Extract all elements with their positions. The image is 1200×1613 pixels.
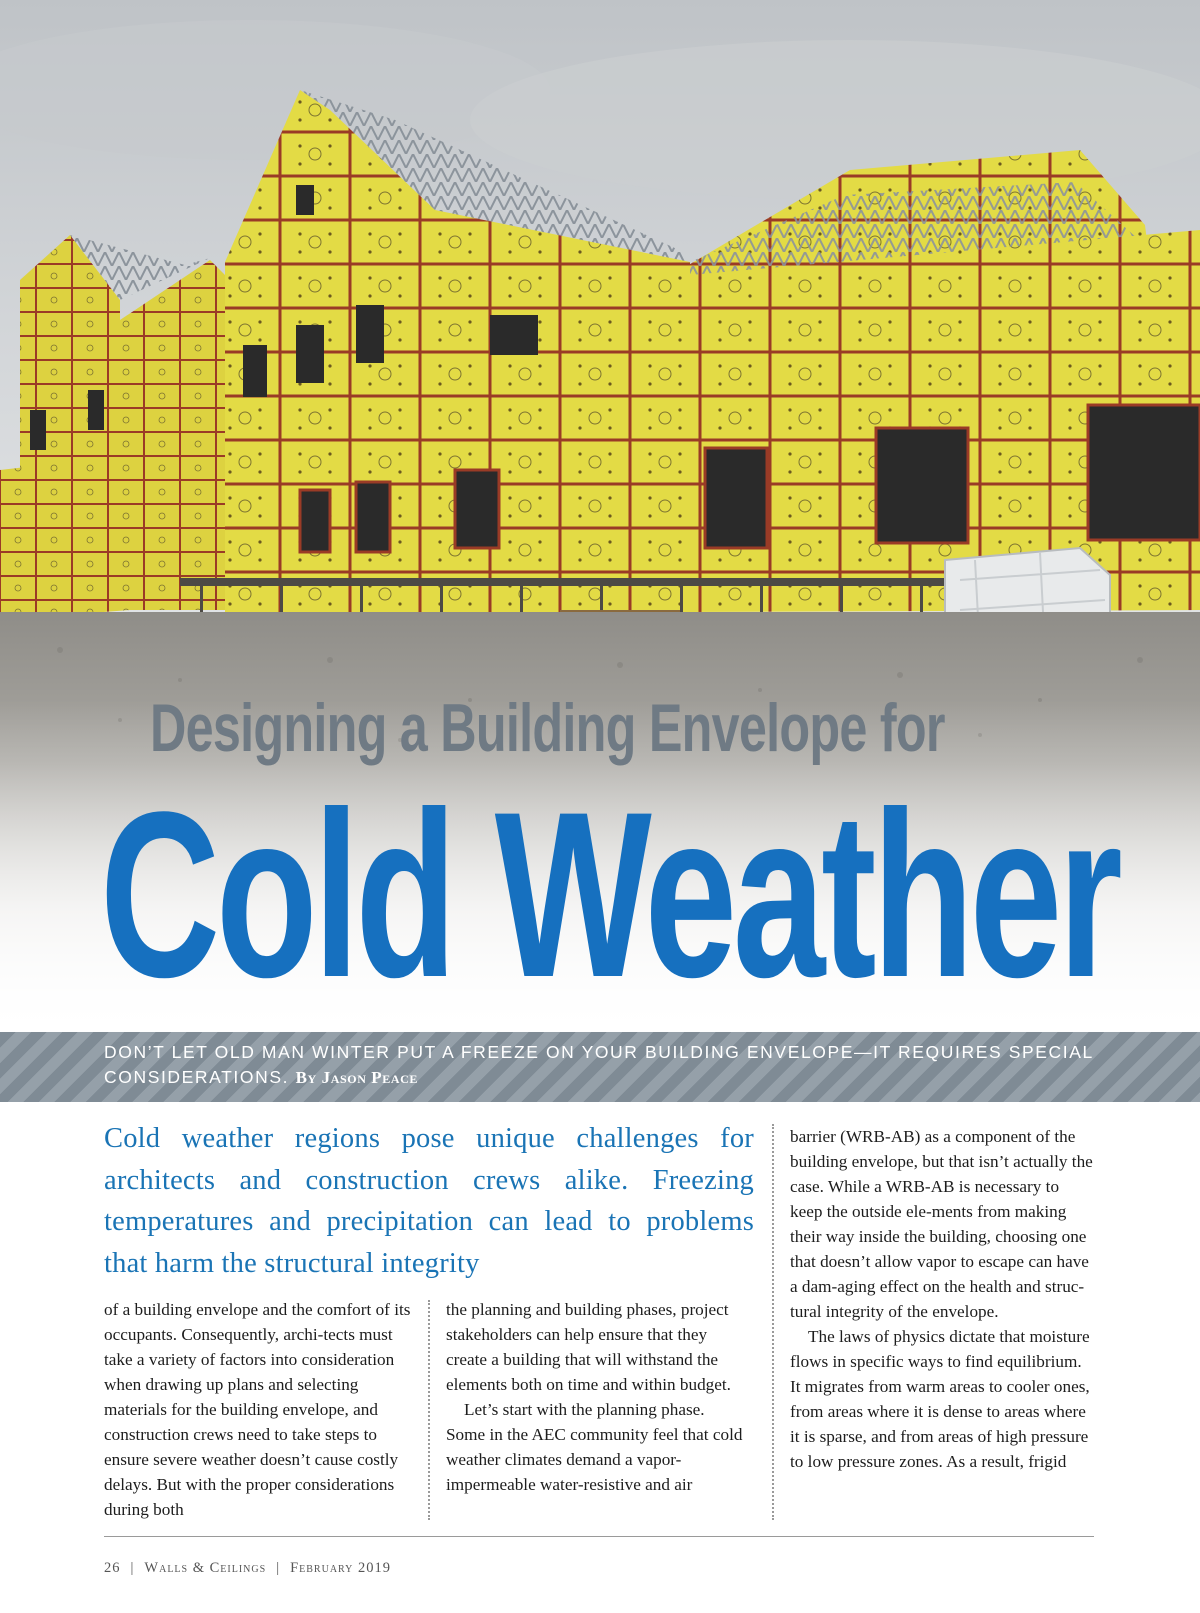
column-divider	[428, 1300, 430, 1520]
page-number: 26	[104, 1560, 121, 1576]
body-column-1	[104, 1297, 411, 1522]
body-column-3	[790, 1124, 1095, 1474]
lede-paragraph: Cold weather regions pose unique challenges for architects and construction crews alike. Freezing temperatures and precipitation can lead to problems that harm the structural integrity	[104, 1123, 754, 1279]
deck-summary: DON’T LET OLD MAN WINTER PUT A FREEZE ON YOUR BUILDING ENVELOPE—IT REQUIRES SPECIAL CONSIDERATIONS.	[104, 1042, 1094, 1087]
body-paragraph: Let’s start with the planning phase. Some in the AEC community feel that cold weather climates demand a vapor-impermeable water-resistive and air	[446, 1400, 743, 1494]
body-paragraph: barrier (WRB-AB) as a component of the building envelope, but that isn’t actually the case. While a WRB-AB is necessary to keep the outside ele-ments from making their way inside the building, choosing one that doesn’t allow vapor to escape can have a dam-aging effect on the health and struc-tural integrity of the envelope.	[790, 1127, 1093, 1321]
headline-kicker: Designing a Building Envelope for	[150, 690, 945, 766]
body-paragraph: of a building envelope and the comfort of its occupants. Consequently, archi-tects must take a variety of factors into consideration when drawing up plans and selecting materials for the building envelope, and construction crews need to take steps to ensure severe weather doesn’t cause costly delays. But with the proper considerations during both	[104, 1300, 411, 1519]
body-column-2	[446, 1297, 746, 1497]
publication-name: Walls & Ceilings	[144, 1560, 267, 1576]
issue-date: February 2019	[290, 1560, 392, 1576]
body-paragraph: The laws of physics dictate that moisture flows in specific ways to find equilibrium. It migrates from warm areas to cooler ones, from areas where it is dense to areas where it is sparse, and from areas of high pressure to low pressure zones. As a result, frigid	[790, 1327, 1090, 1471]
headline-main: Cold Weather	[100, 763, 1119, 1027]
body-paragraph: the planning and building phases, project stakeholders can help ensure that they create a building that will withstand the elements both on time and within budget.	[446, 1300, 731, 1394]
column-divider	[772, 1124, 774, 1520]
footer-rule	[104, 1536, 1094, 1537]
deck-band	[0, 1032, 1200, 1102]
page-footer: 26 | Walls & Ceilings | February 2019	[104, 1560, 392, 1576]
deck-text	[104, 1040, 1104, 1090]
byline: By Jason Peace	[295, 1068, 419, 1087]
